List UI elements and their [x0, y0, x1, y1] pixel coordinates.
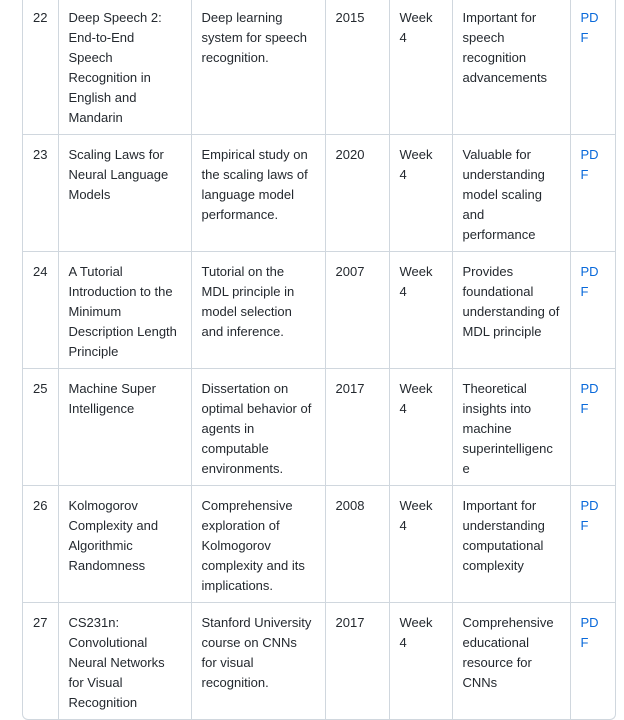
row-number: 26: [23, 486, 58, 603]
pdf-link[interactable]: PDF: [580, 10, 599, 45]
paper-title: CS231n: Convolutional Neural Networks for Visual Recognition: [58, 603, 191, 720]
row-number: 22: [23, 0, 58, 135]
paper-week: Week 4: [389, 369, 452, 486]
paper-description: Empirical study on the scaling laws of language model performance.: [191, 135, 325, 252]
paper-note: Provides foundational understanding of MDL principle: [452, 252, 570, 369]
paper-title: Machine Super Intelligence: [58, 369, 191, 486]
paper-week: Week 4: [389, 603, 452, 720]
paper-description: Comprehensive exploration of Kolmogorov complexity and its implications.: [191, 486, 325, 603]
pdf-link[interactable]: PDF: [580, 498, 599, 533]
paper-note: Theoretical insights into machine superintelligence: [452, 369, 570, 486]
pdf-link[interactable]: PDF: [580, 615, 599, 650]
paper-title: Kolmogorov Complexity and Algorithmic Randomness: [58, 486, 191, 603]
paper-year: 2017: [325, 369, 389, 486]
paper-note: Important for speech recognition advancements: [452, 0, 570, 135]
paper-week: Week 4: [389, 252, 452, 369]
paper-description: Deep learning system for speech recognition.: [191, 0, 325, 135]
paper-title: A Tutorial Introduction to the Minimum Description Length Principle: [58, 252, 191, 369]
paper-year: 2007: [325, 252, 389, 369]
paper-year: 2015: [325, 0, 389, 135]
paper-title: Scaling Laws for Neural Language Models: [58, 135, 191, 252]
row-number: 24: [23, 252, 58, 369]
paper-note: Valuable for understanding model scaling and performance: [452, 135, 570, 252]
table-row: [23, 369, 615, 486]
paper-note: Important for understanding computational complexity: [452, 486, 570, 603]
pdf-link[interactable]: PDF: [580, 264, 599, 299]
paper-description: Stanford University course on CNNs for visual recognition.: [191, 603, 325, 720]
table-row: [23, 0, 615, 135]
paper-week: Week 4: [389, 135, 452, 252]
paper-description: Tutorial on the MDL principle in model selection and inference.: [191, 252, 325, 369]
paper-week: Week 4: [389, 0, 452, 135]
row-number: 23: [23, 135, 58, 252]
pdf-link[interactable]: PDF: [580, 381, 599, 416]
table-row: [23, 252, 615, 369]
table-row: [23, 603, 615, 720]
paper-year: 2008: [325, 486, 389, 603]
paper-description: Dissertation on optimal behavior of agents in computable environments.: [191, 369, 325, 486]
row-number: 25: [23, 369, 58, 486]
row-number: 27: [23, 603, 58, 720]
table-row: [23, 486, 615, 603]
paper-note: Comprehensive educational resource for CNNs: [452, 603, 570, 720]
papers-table: [23, 0, 615, 719]
table-row: [23, 135, 615, 252]
paper-year: 2017: [325, 603, 389, 720]
paper-title: Deep Speech 2: End-to-End Speech Recognition in English and Mandarin: [58, 0, 191, 135]
pdf-link[interactable]: PDF: [580, 147, 599, 182]
paper-year: 2020: [325, 135, 389, 252]
paper-week: Week 4: [389, 486, 452, 603]
papers-table-container: [22, 0, 616, 720]
